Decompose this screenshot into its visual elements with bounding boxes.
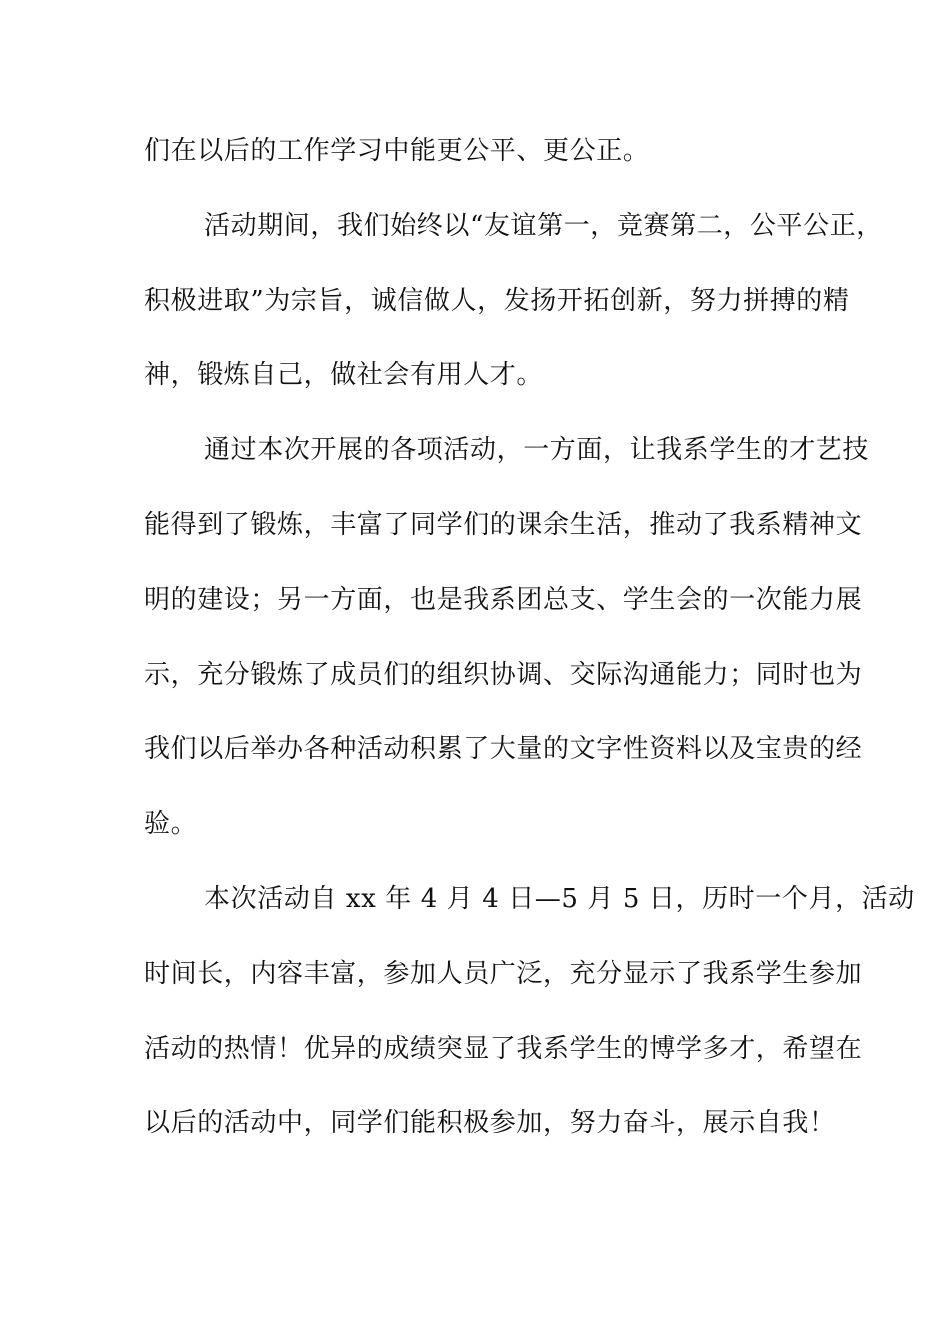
text-line: 以后的活动中，同学们能积极参加，努力奋斗，展示自我！: [144, 1108, 836, 1138]
text-line: 我们以后举办各种活动积累了大量的文字性资料以及宝贵的经: [144, 734, 863, 764]
text-line: 时间长，内容丰富，参加人员广泛，充分显示了我系学生参加: [144, 959, 863, 989]
text-line: 积极进取”为宗旨，诚信做人，发扬开拓创新，努力拼搏的精: [144, 286, 850, 316]
text-line: 验。: [144, 809, 198, 839]
text-line: 能得到了锻炼，丰富了同学们的课余生活，推动了我系精神文: [144, 510, 863, 540]
text-line: 示，充分锻炼了成员们的组织协调、交际沟通能力；同时也为: [144, 660, 863, 690]
paragraph-first-line: 活动期间，我们始终以“友谊第一，竞赛第二，公平公正，: [204, 211, 883, 241]
text-line: 们在以后的工作学习中能更公平、更公正。: [144, 136, 650, 166]
text-line: 活动的热情！优异的成绩突显了我系学生的博学多才，希望在: [144, 1034, 863, 1064]
paragraph-first-line: 通过本次开展的各项活动，一方面，让我系学生的才艺技: [204, 435, 870, 465]
text-line: 明的建设；另一方面，也是我系团总支、学生会的一次能力展: [144, 585, 863, 615]
paragraph-first-line: 本次活动自 xx 年 4 月 4 日—5 月 5 日，历时一个月，活动: [204, 884, 915, 914]
text-line: 神，锻炼自己，做社会有用人才。: [144, 360, 544, 390]
